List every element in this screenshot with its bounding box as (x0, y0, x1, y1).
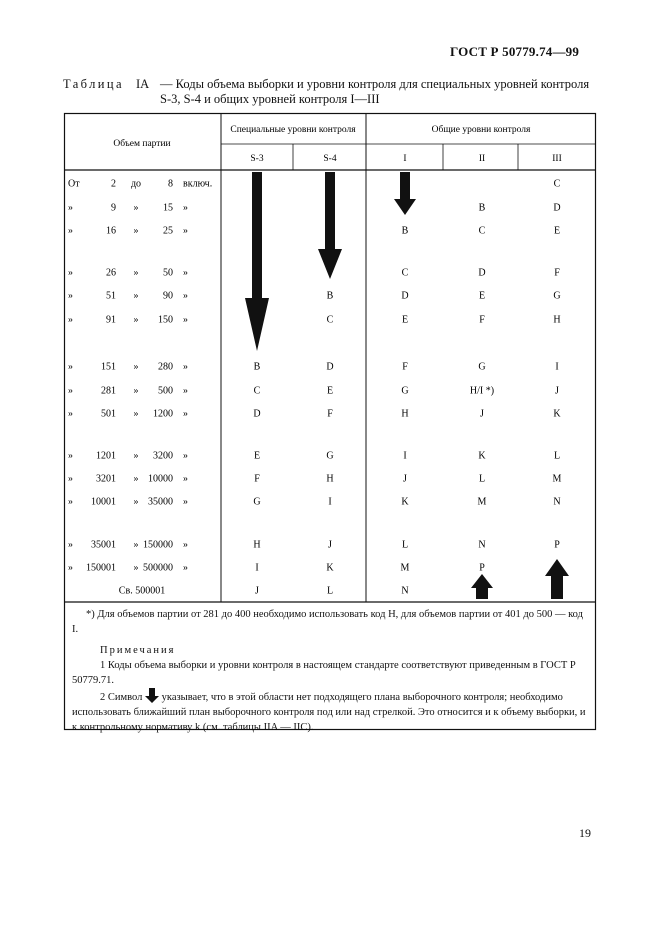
code-cell-i: L (401, 539, 409, 551)
code-cell-s4: I (328, 496, 332, 508)
lot-size-prefix: » (68, 314, 73, 326)
lot-size-prefix: » (68, 267, 73, 279)
lot-size-prefix: » (68, 202, 73, 214)
lot-size-from: 51 (106, 290, 116, 302)
document-header: ГОСТ Р 50779.74—99 (450, 44, 580, 59)
lot-size-from: 150001 (86, 562, 116, 574)
lot-size-suffix: » (183, 361, 188, 373)
code-cell-s3: C (253, 385, 261, 397)
header-level-iii: III (552, 154, 562, 164)
note-1: 1 Коды объема выборки и уровни контроля в настоящем стандарте соответствуют приведенным в ГОСТ Р 50779.71. (72, 660, 576, 686)
lot-size-to: 150000 (143, 539, 173, 551)
code-cell-i: F (402, 361, 408, 373)
lot-size-from: 10001 (91, 496, 116, 508)
lot-size-suffix: » (183, 408, 188, 420)
lot-size-to: 280 (158, 361, 173, 373)
lot-size-from: 2 (111, 178, 116, 190)
code-cell-s4: G (326, 450, 334, 462)
table-caption-label: Таблица (63, 77, 124, 91)
lot-size-prefix: » (68, 450, 73, 462)
code-cell-ii: B (478, 202, 486, 214)
code-cell-s4: H (326, 473, 334, 485)
header-special-levels: Специальные уровни контроля (230, 125, 356, 135)
lot-size-from: 281 (101, 385, 116, 397)
arrow-down-icon (394, 172, 416, 215)
lot-size-to: 500000 (143, 562, 173, 574)
table-caption-number: IA (136, 77, 150, 91)
code-cell-i: J (403, 473, 407, 485)
lot-size-label: Св. 500001 (118, 585, 166, 597)
code-cell-s3: G (253, 496, 261, 508)
lot-size-suffix: » (183, 562, 188, 574)
note-2-text: указывает, что в этой области нет подходящего плана выборочного контроля; необходимо использовать ближайший план выборочного контроля под или над стрелкой. Это относится и к объему выборки, и к контрольному нормативу k (см. таблицы IIA — IIC). (72, 692, 586, 733)
lot-size-separator: » (133, 562, 139, 574)
lot-size-suffix: » (183, 225, 188, 237)
code-cell-iii: J (555, 385, 559, 397)
code-cell-s3: D (253, 408, 261, 420)
code-cell-i: D (401, 290, 409, 302)
lot-size-separator: » (133, 314, 139, 326)
lot-size-separator: » (133, 450, 139, 462)
lot-size-separator: » (133, 496, 139, 508)
code-cell-ii: G (478, 361, 486, 373)
code-cell-ii: D (478, 267, 486, 279)
lot-size-suffix: » (183, 539, 188, 551)
code-cell-s3: I (255, 562, 259, 574)
page-number: 19 (579, 826, 591, 840)
lot-size-suffix: » (183, 314, 188, 326)
code-cell-iii: C (553, 178, 561, 190)
lot-size-from: 151 (101, 361, 116, 373)
code-cell-ii: C (478, 225, 486, 237)
lot-size-from: 501 (101, 408, 116, 420)
table-notes (72, 607, 590, 735)
lot-size-suffix: » (183, 290, 188, 302)
code-cell-ii: H/I *) (469, 385, 495, 397)
lot-size-to: 8 (168, 178, 173, 190)
code-cell-ii: M (477, 496, 487, 508)
lot-size-separator: » (133, 290, 139, 302)
code-cell-i: H (401, 408, 409, 420)
lot-size-separator: » (133, 202, 139, 214)
lot-size-separator: » (133, 361, 139, 373)
lot-size-prefix: » (68, 473, 73, 485)
code-cell-i: E (401, 314, 409, 326)
code-cell-iii: L (553, 450, 561, 462)
lot-size-separator: » (133, 385, 139, 397)
lot-size-to: 50 (163, 267, 173, 279)
code-cell-iii: P (554, 539, 560, 551)
code-cell-s3: B (253, 361, 261, 373)
code-cell-i: B (401, 225, 409, 237)
code-cell-iii: I (555, 361, 559, 373)
code-cell-i: N (401, 585, 409, 597)
table-caption-line1: — Коды объема выборки и уровни контроля для специальных уровней контроля (160, 77, 590, 91)
code-cell-i: C (401, 267, 409, 279)
lot-size-from: 16 (106, 225, 116, 237)
lot-size-suffix: » (183, 450, 188, 462)
table-caption-line2: S-3, S-4 и общих уровней контроля I—III (160, 92, 380, 106)
lot-size-prefix: » (68, 408, 73, 420)
code-cell-ii: L (478, 473, 486, 485)
code-cell-s3: H (253, 539, 261, 551)
code-cell-iii: D (553, 202, 561, 214)
code-cell-ii: N (478, 539, 486, 551)
code-cell-ii: J (480, 408, 484, 420)
code-cell-iii: M (552, 473, 562, 485)
code-cell-s4: D (326, 361, 334, 373)
code-cell-ii: F (479, 314, 485, 326)
header-level-ii: II (478, 154, 486, 164)
table-rows (68, 179, 562, 597)
code-cell-i: I (403, 450, 407, 462)
code-cell-s4: E (326, 385, 334, 397)
code-cell-s3: E (253, 450, 261, 462)
code-cell-iii: F (554, 267, 560, 279)
code-cell-i: K (401, 496, 409, 508)
lot-size-prefix: » (68, 225, 73, 237)
note-2 (72, 688, 590, 735)
lot-size-prefix: » (68, 562, 73, 574)
code-cell-iii: H (553, 314, 561, 326)
code-cell-s4: C (326, 314, 334, 326)
code-cell-s4: K (326, 562, 334, 574)
code-cell-s4: B (326, 290, 334, 302)
code-cell-s3: F (254, 473, 260, 485)
arrow-down-icon (245, 172, 269, 351)
lot-size-prefix: » (68, 496, 73, 508)
arrow-down-icon (145, 688, 159, 703)
lot-size-from: 35001 (91, 539, 116, 551)
lot-size-to: 150 (158, 314, 173, 326)
arrow-down-icon (318, 172, 342, 279)
lot-size-prefix: » (68, 385, 73, 397)
lot-size-from: 3201 (96, 473, 116, 485)
lot-size-suffix: » (183, 202, 188, 214)
code-cell-i: M (400, 562, 410, 574)
lot-size-to: 500 (158, 385, 173, 397)
code-cell-s4: F (327, 408, 333, 420)
lot-size-from: 26 (106, 267, 116, 279)
lot-size-from: 1201 (96, 450, 116, 462)
lot-size-from: 91 (106, 314, 116, 326)
lot-size-prefix: » (68, 539, 73, 551)
lot-size-suffix: » (183, 496, 188, 508)
footnote: *) Для объемов партии от 281 до 400 необходимо использовать код H, для объемов партии от 401 до 500 — код I. (72, 609, 583, 635)
code-cell-iii: K (553, 408, 561, 420)
code-cell-iii: N (553, 496, 561, 508)
lot-size-prefix: » (68, 290, 73, 302)
header-level-s4: S-4 (323, 154, 337, 164)
code-cell-s4: J (328, 539, 332, 551)
header-lot-size: Объем партии (113, 139, 171, 149)
lot-size-separator: » (133, 539, 139, 551)
lot-size-to: 10000 (148, 473, 173, 485)
lot-size-to: 35000 (148, 496, 173, 508)
lot-size-to: 25 (163, 225, 173, 237)
header-level-s3: S-3 (250, 154, 264, 164)
lot-size-prefix: » (68, 361, 73, 373)
lot-size-suffix: » (183, 267, 188, 279)
lot-size-to: 90 (163, 290, 173, 302)
sample-size-code-table (64, 113, 596, 733)
lot-size-suffix: » (183, 385, 188, 397)
lot-size-to: 15 (163, 202, 173, 214)
note-2-prefix: 2 Символ (100, 692, 143, 703)
code-cell-iii: G (553, 290, 561, 302)
code-cell-ii: K (478, 450, 486, 462)
arrow-up-icon (471, 574, 493, 599)
lot-size-suffix: включ. (183, 178, 213, 190)
lot-size-separator: » (133, 225, 139, 237)
lot-size-prefix: От (68, 178, 80, 190)
lot-size-from: 9 (111, 202, 116, 214)
code-cell-i: G (401, 385, 409, 397)
header-general-levels: Общие уровни контроля (431, 125, 531, 135)
header-level-i: I (403, 154, 407, 164)
lot-size-separator: » (133, 267, 139, 279)
lot-size-suffix: » (183, 473, 188, 485)
lot-size-separator: » (133, 408, 139, 420)
code-cell-ii: P (479, 562, 485, 574)
lot-size-separator: до (130, 178, 142, 190)
lot-size-to: 1200 (153, 408, 173, 420)
notes-title: Примечания (100, 645, 176, 656)
code-cell-s4: L (326, 585, 334, 597)
code-cell-ii: E (478, 290, 486, 302)
code-cell-iii: E (553, 225, 561, 237)
lot-size-to: 3200 (153, 450, 173, 462)
arrow-up-icon (545, 559, 569, 599)
lot-size-separator: » (133, 473, 139, 485)
code-cell-s3: J (255, 585, 259, 597)
